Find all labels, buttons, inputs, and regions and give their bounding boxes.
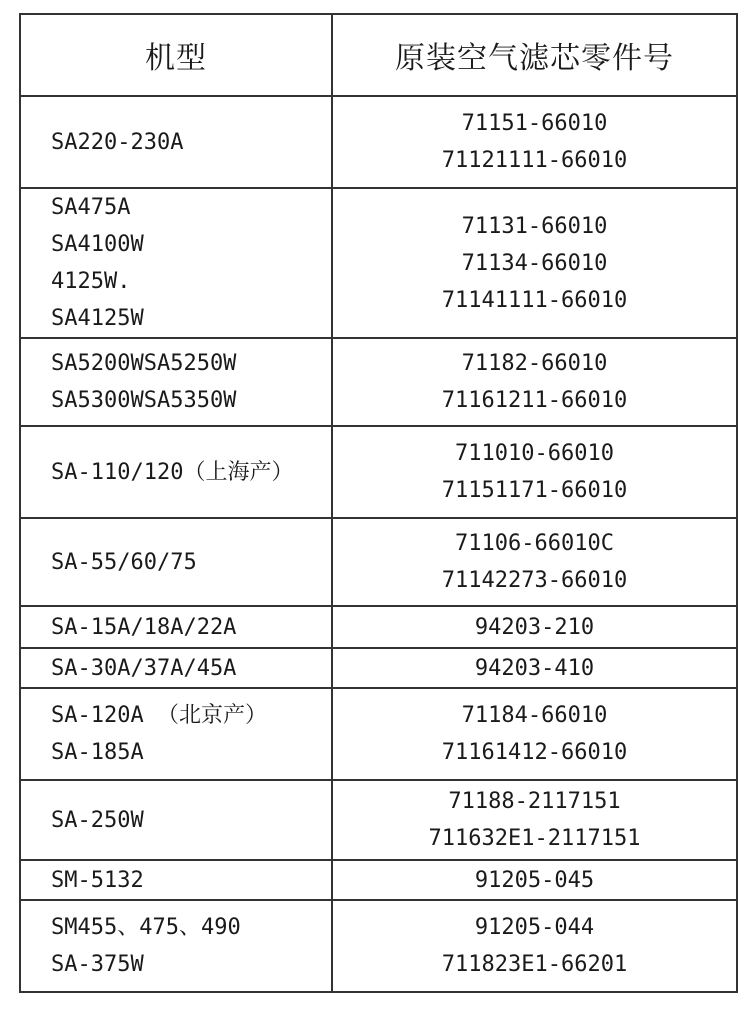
table-row: [20, 900, 737, 992]
model-text: SA220-230A: [51, 129, 184, 155]
part-number-text: 71121111-66010: [441, 148, 628, 173]
table-row: [20, 518, 737, 606]
part-number-text: 711010-66010: [455, 441, 614, 466]
part-number-text: 71142273-66010: [441, 568, 628, 593]
model-cell: [20, 338, 332, 426]
model-text: SA-15A/18A/22A: [51, 614, 237, 640]
table-row: [20, 188, 737, 338]
model-cell: [20, 188, 332, 338]
table-row: [20, 780, 737, 860]
table-row: [20, 338, 737, 426]
part-number-text: 711632E1-2117151: [428, 826, 641, 851]
part-number-text: 91205-044: [474, 915, 595, 940]
model-cell: [20, 648, 332, 688]
part-number-cell: [332, 648, 737, 688]
model-cell: [20, 780, 332, 860]
part-number-text: 711823E1-66201: [441, 952, 628, 977]
table-row: [20, 648, 737, 688]
model-header: 机型: [20, 14, 332, 96]
model-text: SA4100W: [51, 232, 144, 257]
part-number-cell: [332, 338, 737, 426]
model-cell: [20, 426, 332, 518]
model-cell: [20, 606, 332, 648]
part-number-text: 71161412-66010: [441, 740, 628, 765]
table-row: [20, 606, 737, 648]
part-number-cell: [332, 688, 737, 780]
part-number-text: 91205-045: [474, 867, 595, 893]
table-row: [20, 860, 737, 900]
part-number-text: 71151171-66010: [441, 478, 628, 503]
part-number-cell: [332, 900, 737, 992]
model-cell: [20, 688, 332, 780]
part-number-text: 71131-66010: [461, 213, 608, 239]
part-number-text: 71151-66010: [461, 111, 608, 136]
model-text: SA5200WSA5250W: [51, 351, 237, 376]
part-number-cell: [332, 606, 737, 648]
part-number-cell: [332, 860, 737, 900]
air-filter-part-table: [19, 13, 738, 993]
model-text: SA-120A （北京产）: [51, 703, 267, 728]
part-number-text: 71184-66010: [461, 703, 608, 728]
model-text: SA4125W: [51, 306, 144, 331]
table-row: [20, 426, 737, 518]
model-text: SA-110/120（上海产）: [51, 459, 294, 485]
model-text: SA5300WSA5350W: [51, 388, 237, 413]
model-cell: [20, 860, 332, 900]
part-number-cell: [332, 518, 737, 606]
part-number-header: 原装空气滤芯零件号: [332, 14, 737, 96]
part-number-text: 71161211-66010: [441, 388, 628, 413]
header-row: [20, 14, 737, 96]
model-text: 4125W.: [51, 269, 131, 294]
part-number-text: 94203-410: [474, 655, 595, 681]
model-cell: [20, 518, 332, 606]
model-cell: [20, 900, 332, 992]
model-text: SA-185A: [51, 740, 144, 765]
model-text: SM455、475、490: [51, 915, 241, 940]
model-text: SA475A: [51, 195, 131, 220]
model-text: SA-30A/37A/45A: [51, 655, 237, 681]
part-number-text: 71188-2117151: [448, 789, 621, 814]
model-text: SA-375W: [51, 952, 144, 977]
part-number-cell: [332, 780, 737, 860]
part-number-cell: [332, 188, 737, 338]
part-number-text: 71134-66010: [461, 250, 608, 276]
part-number-text: 94203-210: [474, 614, 595, 640]
part-number-cell: [332, 96, 737, 188]
model-text: SA-250W: [51, 807, 144, 833]
table-row: [20, 688, 737, 780]
part-number-text: 71182-66010: [461, 351, 608, 376]
table-row: [20, 96, 737, 188]
part-number-text: 71141111-66010: [441, 287, 628, 313]
model-cell: [20, 96, 332, 188]
model-text: SM-5132: [51, 867, 144, 893]
part-number-text: 71106-66010C: [455, 531, 614, 556]
part-number-cell: [332, 426, 737, 518]
model-text: SA-55/60/75: [51, 549, 197, 575]
